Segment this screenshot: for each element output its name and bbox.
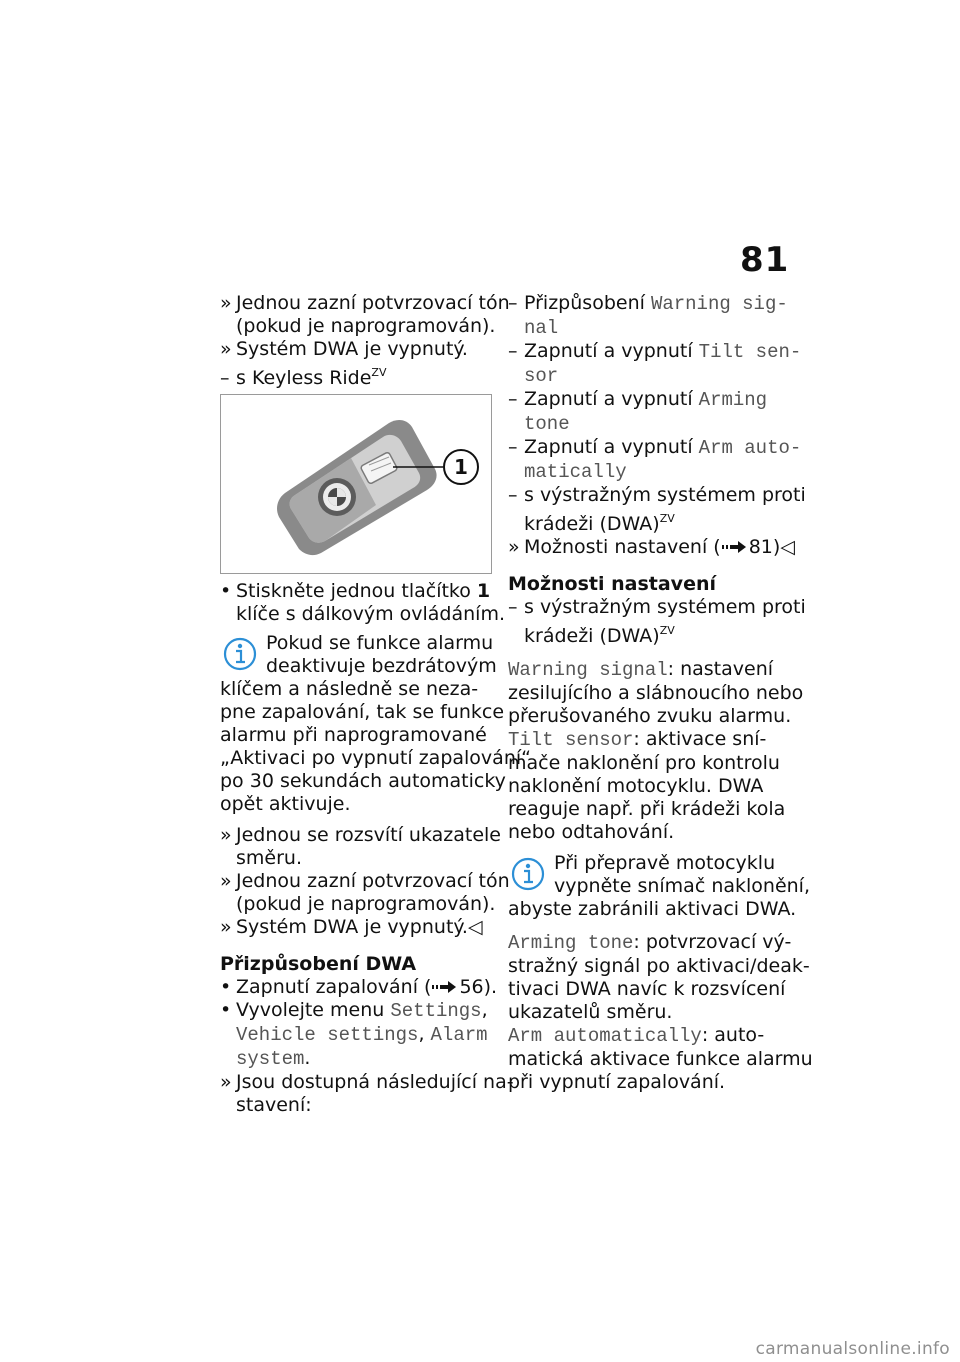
option-line: – Zapnutí a vypnutí Arming (508, 388, 768, 411)
section-heading: Přizpůsobení DWA (220, 953, 417, 975)
option-line: – Zapnutí a vypnutí Arm auto- (508, 436, 802, 459)
definition-line: stražný signál po aktivaci/deak- (508, 955, 810, 977)
right-column (508, 292, 813, 1094)
note-line: vypněte snímač naklonění, (554, 875, 810, 897)
action-step-cont: Vehicle settings, Alarm (236, 1023, 488, 1046)
definition-line: Arming tone: potvrzovací vý- (508, 931, 792, 954)
condition-line: – s Keyless Ride$^{ZV}$ (220, 366, 387, 389)
result-line: » Systém DWA je vypnutý. (220, 338, 468, 360)
condition-line-cont: krádeži (DWA)$^{ZV}$ (524, 512, 675, 535)
definition-line: tivaci DWA navíc k rozsvícení (508, 978, 786, 1000)
watermark: carmanualsonline.info (755, 1339, 950, 1359)
option-term: Tilt sensor (508, 729, 634, 751)
left-column (220, 292, 531, 1117)
page-number: 81 (740, 240, 790, 280)
result-line: » Možnosti nastavení ( 81)◁ (508, 536, 795, 558)
definition-line: Tilt sensor: aktivace sní- (508, 728, 767, 751)
definition-line: zesilujícího a slábnoucího nebo (508, 682, 804, 704)
end-mark-icon: ◁ (467, 916, 483, 938)
note-line: pne zapalování, tak se funkce (220, 701, 505, 723)
note-line: opět aktivuje. (220, 793, 351, 815)
action-step: • Vyvolejte menu Settings, (220, 999, 488, 1022)
menu-term: Settings (390, 1000, 482, 1022)
definition-line: Arm automatically: auto- (508, 1024, 765, 1047)
result-line-cont: (pokud je naprogramován). (236, 315, 496, 337)
definition-line: ukazatelů směru. (508, 1001, 673, 1023)
menu-term: Vehicle settings (236, 1024, 419, 1046)
result-line-cont: stavení: (236, 1094, 312, 1116)
figure-callout-label: 1 (454, 455, 468, 479)
definition-line: naklonění motocyklu. DWA (508, 775, 764, 797)
menu-term: system (236, 1048, 305, 1070)
result-line: » Jednou zazní potvrzovací tón (220, 870, 510, 892)
note-line: klíčem a následně se neza- (220, 678, 479, 700)
result-line-cont: směru. (236, 847, 302, 869)
option-line-cont: matically (524, 461, 627, 483)
note-line: Při přepravě motocyklu (554, 852, 776, 874)
option-term: Arming tone (508, 932, 634, 954)
condition-line-cont: krádeži (DWA)$^{ZV}$ (524, 624, 675, 647)
action-step: • Zapnutí zapalování ( 56). (220, 976, 498, 998)
result-line: » Jednou se rozsvítí ukazatele (220, 824, 501, 846)
definition-line: reaguje např. při krádeži kola (508, 798, 786, 820)
definition-line: nebo odtahování. (508, 821, 675, 843)
end-mark-icon: ◁ (780, 536, 795, 558)
note-line: po 30 sekundách automaticky (220, 770, 506, 792)
option-line-cont: tone (524, 413, 570, 435)
info-note (508, 852, 810, 921)
definition-line: při vypnutí zapalování. (508, 1071, 726, 1093)
action-step-cont: system. (236, 1047, 311, 1070)
result-line: » Jednou zazní potvrzovací tón (220, 292, 510, 314)
section-heading: Možnosti nastavení (508, 573, 716, 595)
option-line: – Zapnutí a vypnutí Tilt sen- (508, 340, 802, 363)
option-term: Arm automatically (508, 1025, 702, 1047)
action-step-cont: klíče s dálkovým ovládáním. (236, 603, 506, 625)
condition-line: – s výstražným systémem proti (508, 596, 806, 618)
option-line: – Přizpůsobení Warning sig- (508, 292, 788, 315)
option-line-cont: sor (524, 365, 559, 387)
key-fob-figure (220, 394, 492, 574)
result-line-cont: (pokud je naprogramován). (236, 893, 496, 915)
note-line: alarmu při naprogramované (220, 724, 487, 746)
info-icon (510, 856, 546, 892)
condition-line: – s výstražným systémem proti (508, 484, 806, 506)
definition-line: přerušovaného zvuku alarmu. (508, 705, 792, 727)
menu-term: Alarm (430, 1024, 488, 1046)
note-line: abyste zabránili aktivaci DWA. (508, 898, 797, 920)
info-note (220, 632, 531, 816)
result-line: » Systém DWA je vypnutý.◁ (220, 916, 483, 938)
action-step: • Stiskněte jednou tlačítko 1 (220, 580, 491, 602)
note-line: „Aktivaci po vypnutí zapalování“ (220, 747, 531, 769)
definition-line: mače naklonění pro kontrolu (508, 752, 780, 774)
page-reference-arrow-icon (431, 979, 459, 995)
option-term: Warning signal (508, 659, 668, 681)
key-fob-illustration (221, 395, 491, 573)
note-line: Pokud se funkce alarmu (266, 632, 494, 654)
page-reference-arrow-icon (721, 539, 749, 555)
info-icon (222, 636, 258, 672)
option-line-cont: nal (524, 317, 559, 339)
definition-line: Warning signal: nastavení (508, 658, 774, 681)
note-line: deaktivuje bezdrátovým (266, 655, 497, 677)
definition-line: matická aktivace funkce alarmu (508, 1048, 813, 1070)
result-line: » Jsou dostupná následující na- (220, 1071, 514, 1093)
